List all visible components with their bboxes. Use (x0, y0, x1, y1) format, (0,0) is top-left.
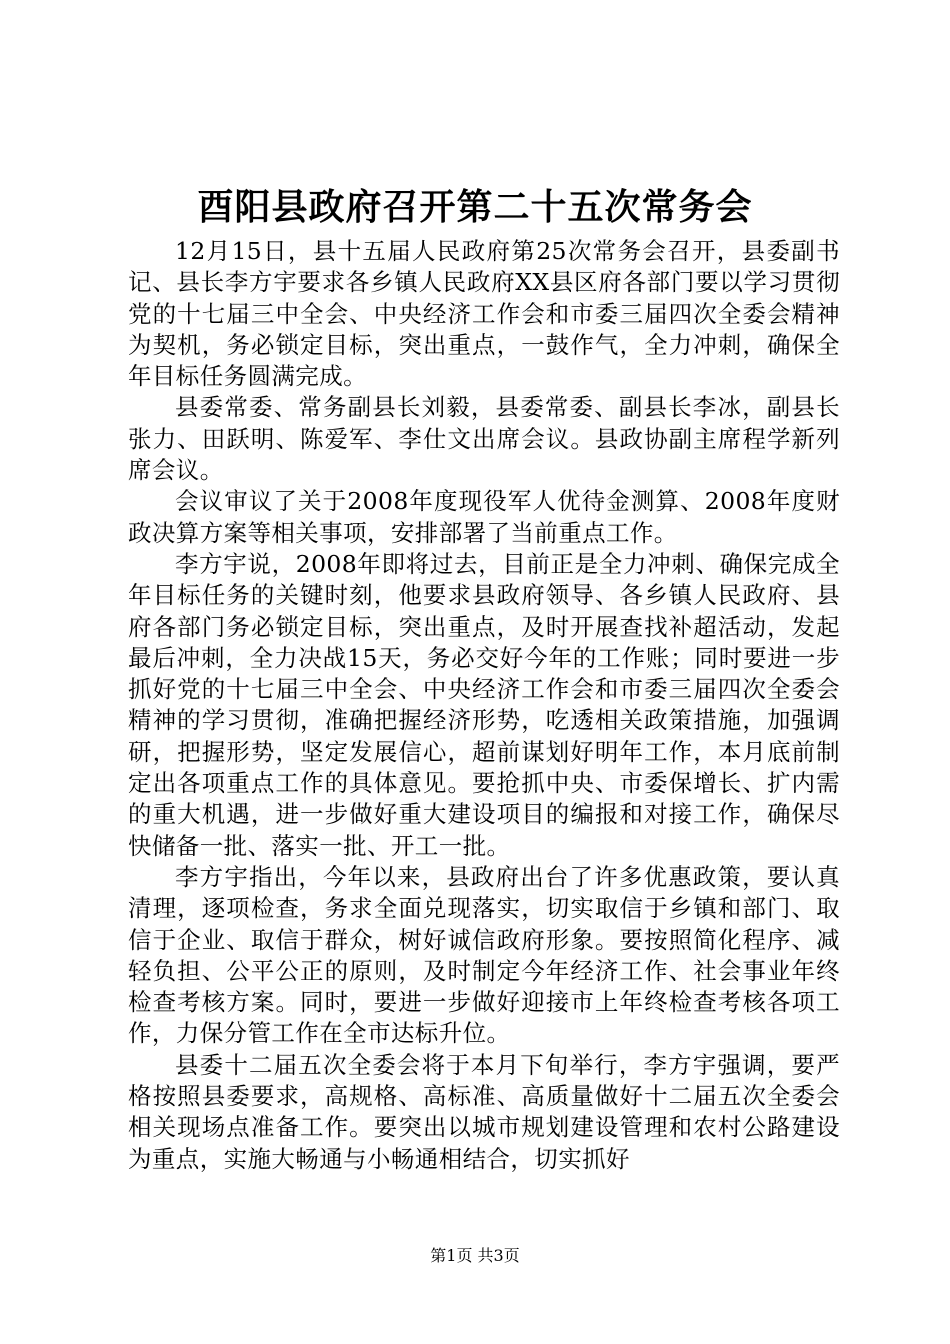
paragraph-2: 县委常委、常务副县长刘毅，县委常委、副县长李冰，副县长张力、田跃明、陈爱军、李仕文出席会议。县政协副主席程学新列席会议。 (128, 393, 840, 485)
document-body (128, 236, 840, 1196)
page-number-footer: 第1页 共3页 (430, 1246, 520, 1265)
paragraph-5: 李方宇指出，今年以来，县政府出台了许多优惠政策，要认真清理，逐项检查，务求全面兑现落实，切实取信于乡镇和部门、取信于企业、取信于群众，树好诚信政府形象。要按照简化程序、减轻负担、公平公正的原则，及时制定今年经济工作、社会事业年终检查考核方案。同时，要进一步做好迎接市上年终检查考核各项工作，力保分管工作在全市达标升位。 (128, 862, 840, 1048)
paragraph-4: 李方宇说，2008年即将过去，目前正是全力冲刺、确保完成全年目标任务的关键时刻，他要求县政府领导、各乡镇人民政府、县府各部门务必锁定目标，突出重点，及时开展查找补超活动，发起最后冲刺，全力决战15天，务必交好今年的工作账；同时要进一步抓好党的十七届三中全会、中央经济工作会和市委三届四次全委会精神的学习贯彻，准确把握经济形势，吃透相关政策措施，加强调研，把握形势，坚定发展信心，超前谋划好明年工作，本月底前制定出各项重点工作的具体意见。要抢抓中央、市委保增长、扩内需的重大机遇，进一步做好重大建设项目的编报和对接工作，确保尽快储备一批、落实一批、开工一批。 (128, 549, 840, 860)
paragraph-3: 会议审议了关于2008年度现役军人优待金测算、2008年度财政决算方案等相关事项，安排部署了当前重点工作。 (128, 487, 840, 547)
paragraph-6: 县委十二届五次全委会将于本月下旬举行，李方宇强调，要严格按照县委要求，高规格、高标准、高质量做好十二届五次全委会相关现场点准备工作。要突出以城市规划建设管理和农村公路建设为重点，实施大畅通与小畅通相结合，切实抓好 (128, 1050, 840, 1173)
document-title: 酉阳县政府召开第二十五次常务会 (197, 186, 753, 228)
paragraph-1: 12月15日，县十五届人民政府第25次常务会召开，县委副书记、县长李方宇要求各乡镇人民政府XX县区府各部门要以学习贯彻党的十七届三中全会、中央经济工作会和市委三届四次全委会精神为契机，务必锁定目标，突出重点，一鼓作气，全力冲刺，确保全年目标任务圆满完成。 (128, 237, 840, 391)
